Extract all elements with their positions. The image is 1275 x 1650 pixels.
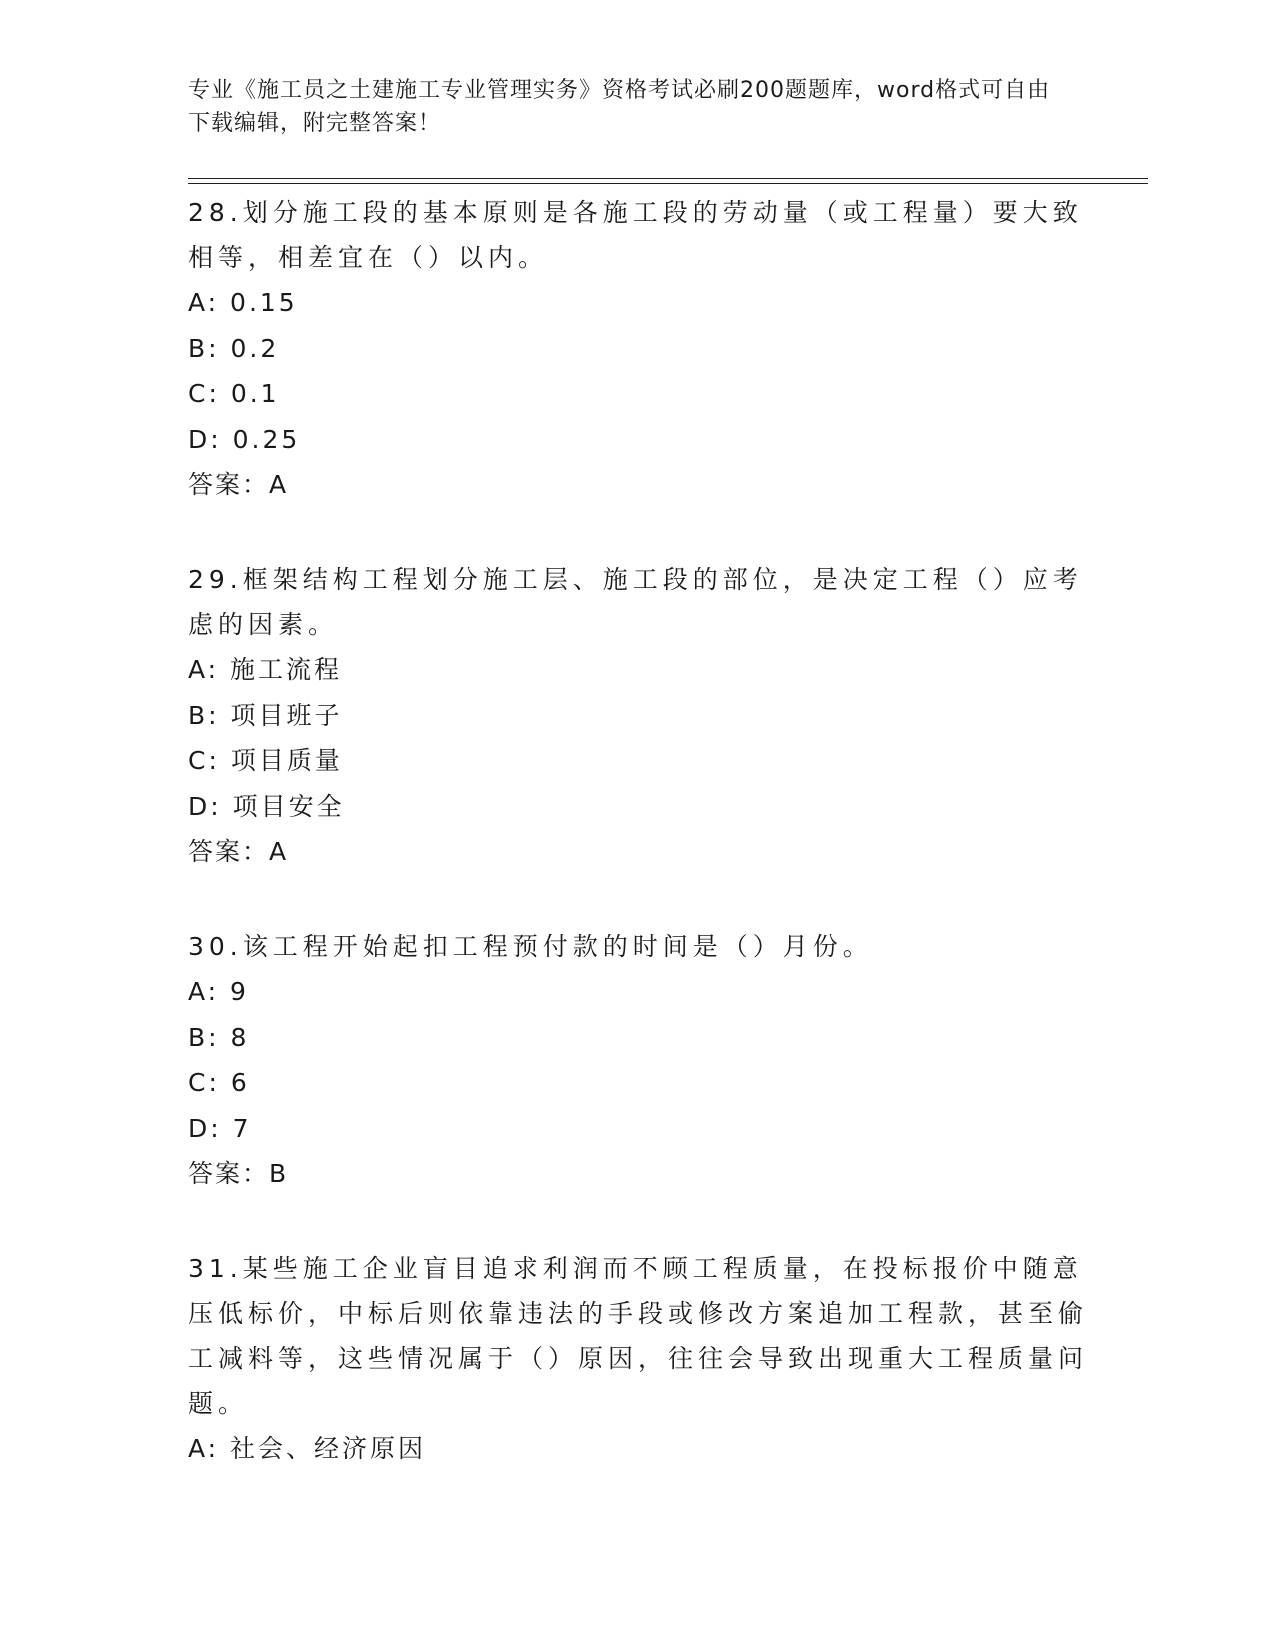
- question-stem: 29.框架结构工程划分施工层、施工段的部位，是决定工程（）应考虑的因素。: [188, 565, 1083, 639]
- answer-line: 答案：A: [188, 470, 289, 499]
- option-c: C: 项目质量: [188, 746, 343, 775]
- document-header: 专业《施工员之土建施工专业管理实务》资格考试必刷200题题库，word格式可自由下载编辑，附完整答案！: [188, 78, 1051, 136]
- question-list: [188, 190, 1088, 1522]
- option-c: C: 0.1: [188, 379, 280, 408]
- question-stem: 28.划分施工段的基本原则是各施工段的劳动量（或工程量）要大致相等，相差宜在（）以内。: [188, 198, 1083, 272]
- option-d: D: 7: [188, 1113, 252, 1143]
- answer-line: 答案：B: [188, 1159, 289, 1188]
- question-30: [188, 924, 1088, 1196]
- header-divider-bottom: [188, 183, 1148, 184]
- question-stem: 31.某些施工企业盲目追求利润而不顾工程质量，在投标报价中随意压低标价，中标后则依靠违法的手段或修改方案追加工程款，甚至偷工减料等，这些情况属于（）原因，往往会导致出现重大工程质量问题。: [188, 1254, 1089, 1418]
- option-a: A: 施工流程: [188, 655, 343, 684]
- option-a: A: 0.15: [188, 288, 298, 317]
- option-a: A: 社会、经济原因: [188, 1434, 427, 1463]
- header-divider-top: [188, 178, 1148, 179]
- option-b: B: 0.2: [188, 333, 280, 363]
- option-b: B: 8: [188, 1022, 250, 1052]
- question-stem: 30.该工程开始起扣工程预付款的时间是（）月份。: [188, 932, 873, 961]
- option-d: D: 项目安全: [188, 791, 345, 821]
- option-c: C: 6: [188, 1068, 250, 1097]
- option-a: A: 9: [188, 977, 249, 1006]
- question-29: [188, 557, 1088, 874]
- option-b: B: 项目班子: [188, 700, 343, 730]
- question-31: [188, 1246, 1088, 1472]
- answer-line: 答案：A: [188, 837, 289, 866]
- option-d: D: 0.25: [188, 424, 301, 454]
- question-28: [188, 190, 1088, 507]
